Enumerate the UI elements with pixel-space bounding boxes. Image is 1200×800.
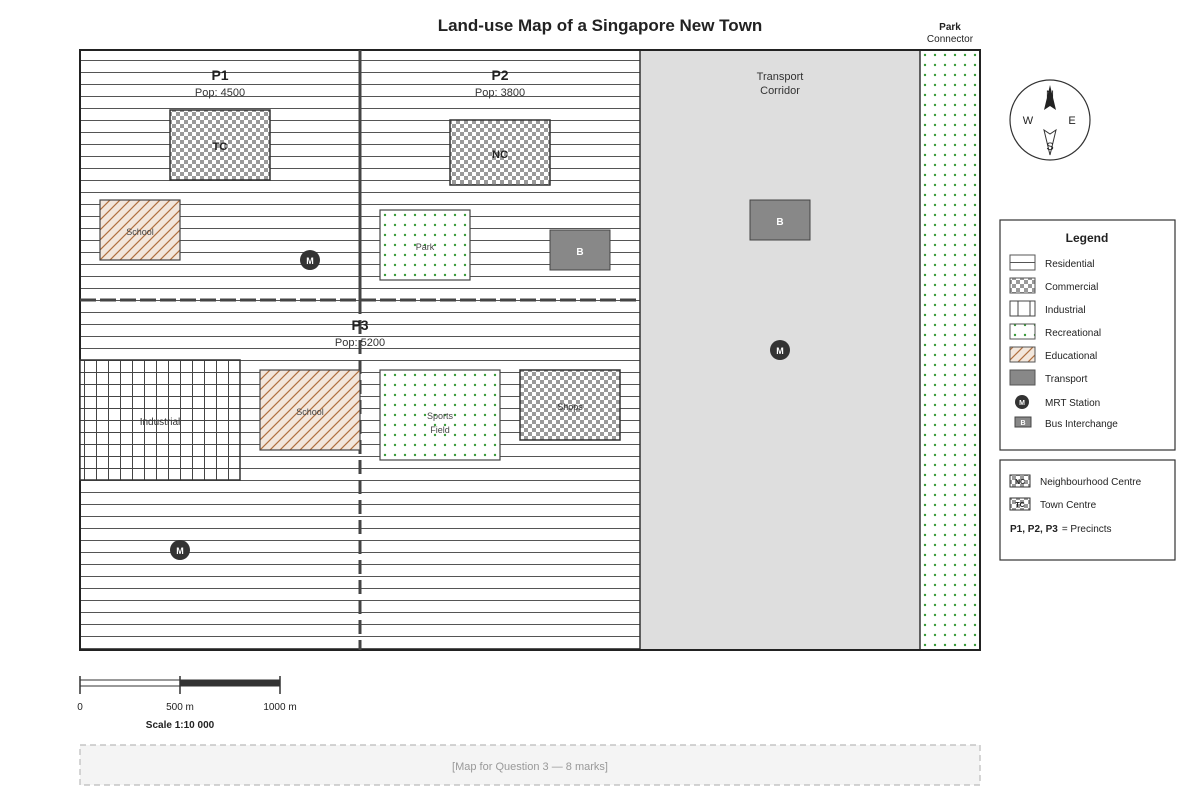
precinct-p3-name: P3 xyxy=(351,317,369,333)
legend-centres xyxy=(1000,460,1175,560)
legend-label-educational: Educational xyxy=(1045,351,1098,362)
bus-interchange-corridor-label: B xyxy=(776,217,784,228)
town-centre-label: TC xyxy=(212,141,228,153)
legend-label-recreational: Recreational xyxy=(1045,328,1102,339)
industrial-zone-label: Industrial xyxy=(139,417,181,428)
legend2-precincts-bold: P1, P2, P3 xyxy=(1010,524,1058,535)
compass-rose xyxy=(1010,80,1090,160)
legend-swatch-transport xyxy=(1010,370,1035,385)
legend2-nc-symbol: NC xyxy=(1014,479,1026,486)
bus-interchange-p2-label: B xyxy=(576,247,584,258)
transport-corridor-label-line2: Corridor xyxy=(760,85,800,97)
mrt-station-p1-label: M xyxy=(306,256,314,266)
legend2-precincts-text: = Precincts xyxy=(1061,524,1112,535)
legend-title: Legend xyxy=(1065,231,1109,245)
legend-label-bus: Bus Interchange xyxy=(1045,419,1118,430)
mrt-station-corridor-label: M xyxy=(776,346,784,356)
legend-label-mrt: MRT Station xyxy=(1045,398,1101,409)
compass-e: E xyxy=(1068,115,1076,127)
legend-label-commercial: Commercial xyxy=(1045,282,1099,293)
neighbourhood-centre-label: NC xyxy=(492,149,508,161)
scale-bar xyxy=(77,676,296,731)
compass-w: W xyxy=(1022,115,1034,127)
sports-field-label-line1: Sports xyxy=(426,411,454,421)
scale-tick-1000: 1000 m xyxy=(263,702,297,713)
park-connector-label-line2: Connector xyxy=(926,34,974,45)
precinct-p3-pop: Pop: 5200 xyxy=(334,337,386,349)
sports-field-label-line2: Field xyxy=(430,425,450,435)
scale-tick-500: 500 m xyxy=(166,702,194,713)
precinct-p2-pop: Pop: 3800 xyxy=(474,87,526,99)
scale-tick-0: 0 xyxy=(77,702,83,713)
precinct-p1-pop: Pop: 4500 xyxy=(194,87,246,99)
mrt-station-p3-label: M xyxy=(176,546,184,556)
legend-label-transport: Transport xyxy=(1045,374,1088,385)
transport-corridor-label-line1: Transport xyxy=(756,71,804,83)
precinct-p2-name: P2 xyxy=(491,67,509,83)
legend-swatch-educational xyxy=(1010,347,1035,362)
park-p2-label: Park xyxy=(415,242,435,252)
school-p1-label: School xyxy=(126,227,154,237)
map-title: Land-use Map of a Singapore New Town xyxy=(437,16,763,35)
park-connector-label-line1: Park xyxy=(939,22,961,33)
shops-label: Shops xyxy=(557,402,583,412)
footer-text: [Map for Question 3 — 8 marks] xyxy=(452,761,608,773)
compass-s: S xyxy=(1046,141,1054,153)
legend-swatch-commercial xyxy=(1010,278,1035,293)
legend-swatch-industrial xyxy=(1010,301,1035,316)
scale-label: Scale 1:10 000 xyxy=(145,720,215,731)
legend2-label-tc: Town Centre xyxy=(1040,500,1097,511)
compass-n: N xyxy=(1046,89,1054,101)
park-connector xyxy=(920,50,980,650)
legend-bus-symbol: B xyxy=(1020,420,1026,427)
legend-swatch-recreational xyxy=(1010,324,1035,339)
school-p3-label: School xyxy=(296,407,324,417)
legend2-tc-symbol: TC xyxy=(1015,502,1025,509)
legend2-label-nc: Neighbourhood Centre xyxy=(1040,477,1142,488)
legend-mrt-symbol: M xyxy=(1019,400,1025,407)
legend-label-industrial: Industrial xyxy=(1045,305,1086,316)
legend xyxy=(1000,220,1175,450)
legend-label-residential: Residential xyxy=(1045,259,1095,270)
precinct-p1-name: P1 xyxy=(211,67,229,83)
